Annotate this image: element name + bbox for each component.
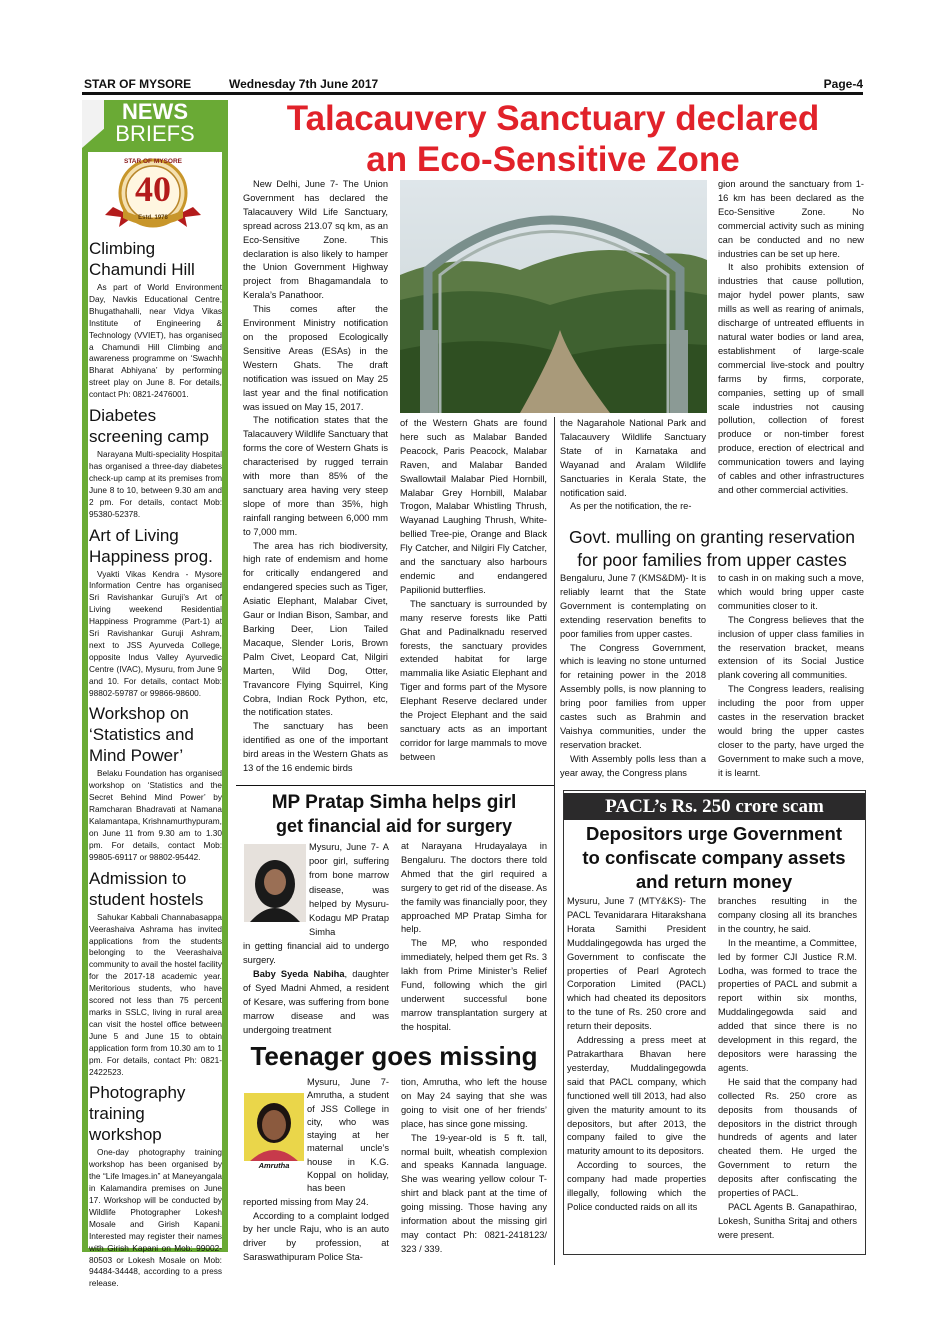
logo-ribbon: Estd. 1978 [138,215,168,221]
lead-column-2 [400,417,547,783]
paragraph: The MP, who responded immediately, helped them get Rs. 3 lakh from Prime Minister’s Relief Fund, following which the girl underwent successful bone marrow transplantation surgery at the hospital. [401,938,547,1032]
sanctuary-arch-photo [400,180,707,413]
lead-column-1 [243,178,388,782]
brief-body: Vyakti Vikas Kendra - Mysore Information Centre has organised Sri Ravishankar Guruji’s Art of Living weekend Residential Happiness Programme (Part-1) at Sri Ravishankar Guruji Ashram, next to JSS Ayurveda College, opposite Indus Valley Ayurvedic Centre (IVAC), Mysuru, from June 9 and 10. For details, contact Mob: 98802-59787 or 99866-98600. [89,568,222,698]
paragraph: The area has rich biodiversity, high rate of endemism and home for critically endangered and endangered species such as Tiger, Asiatic Elephant, Malabar Civet, Gaur or Indian Bison, Sambar, and Barking Deer, Lion Tailed Macaque, Slender Loris, Brown Palm Civet, Leopard Cat, Nilgiri Marten, Wild Dog, Otter, Travancore Flying Squirrel, King Cobra, Indian Rock Python, etc, the notification states. [243,540,388,718]
teenager-column-1 [243,1076,389,1266]
brief-body: Sahukar Kabbali Channabasappa Veerashaiva Ashrama has invited applications from the students belonging to the Veerashaiva community to avail the hostel facility for the 2017-18 academic year. Meritorious students, who have scored not less than 75 percent marks in SSLC, living in rural area can visit the hostel office between June 5 and June 15 to obtain application form from 10.30 am to 1 pm. For details, contact Ph: 0821-2422523. [89,911,222,1077]
brief-title: Art of Living Happiness prog. [89,525,213,566]
reservation-column-2 [718,572,864,782]
brief-body: Narayana Multi-speciality Hospital has organised a three-day diabetes check-up camp at its premises from June 8 to 10, between 9.30 am and 2 pm. For details, contact Mob: 95380-52378. [89,449,222,519]
teenager-column-2 [401,1076,547,1266]
paper-name: STAR OF MYSORE [84,77,192,91]
brief-title: Climbing Chamundi Hill [89,239,195,279]
bold-name: Baby Syeda Nabiha [253,969,345,980]
paragraph: gion around the sanctuary from 1-16 km has been declared as the Eco-Sensitive Zone. No commercial activity such as mining can be conducted and no new industries can be set up here. [718,179,864,259]
reservation-headline-line1: Govt. mulling on granting reservation [569,527,855,547]
paragraph: The Congress leaders, realising including the poor from upper castes in the reservation bracket would bring the upper castes closer to the party, have urged the Government to make such a move, it is learnt. [718,684,864,778]
paragraph: The Congress believes that the inclusion of upper class families in the reservation bracket, means extension of its Social Justice plank covering all communities. [718,614,864,681]
brief-body: One-day photography training workshop has been organised by the “Life Images.in” at Maneyangala in Kalamandira premises on June 17. Workshop will be conducted by Wildlife Photographer Lokesh Mosale and Girish Kapani. Interested may register their names with Girish Kapani on Mob: 99002-80503 or Lokesh Mosale on Mob: 94484-34448, according to a press release. [89,1147,222,1289]
lead-headline-line2: an Eco-Sensitive Zone [366,140,740,179]
teenager-headline: Teenager goes missing [250,1041,538,1071]
brief-item [89,868,222,1079]
paragraph-continued: , daughter of Syed Madni Ahmed, a resident of Kesare, was suffering from bone marrow disease and was undergoing treatment [243,969,389,1035]
paragraph: to cash in on making such a move, which would bring upper caste communities closer to it. [718,573,864,611]
pacl-headline-line1: Depositors urge Government [586,823,842,844]
brief-title: Photography training workshop [89,1083,186,1145]
pacl-column-2 [718,895,857,1255]
paragraph: The 19-year-old is 5 ft. tall, normal built, wheatish complexion and speaks Kannada language. She was wearing yellow colour T-shirt and black pant at the time of going missing. Those having any information about the missing girl may contact Ph: 0821-2418123/ 323 / 339. [401,1132,547,1254]
reservation-column-1 [560,572,706,782]
star-of-mysore-40-logo [103,155,203,235]
brief-title: Workshop on ‘Statistics and Mind Power’ [89,704,194,766]
paragraph: The sanctuary is surrounded by many reserve forests like Patti Ghat and Padinalknadu reserved forests, the sanctuary provides extended habitat for large mammalia like Asiatic Elephant and Tiger and forms part of the Mysore Elephant Reserve declared under the Project Elephant and the said sanctuary acts as an important corridor for large mammals to move between [400,598,547,762]
briefs-list [89,234,222,1289]
paragraph: The sanctuary has been identified as one of the important bird areas in the Western Ghats as 13 of the 16 endemic birds [243,721,388,774]
paragraph: reported missing from May 24. [243,1196,369,1207]
logo-number: 40 [135,169,171,209]
pratap-headline-line1: MP Pratap Simha helps girl [271,792,517,813]
paragraph: It also prohibits extension of industries that cause pollution, major hydel power plants, saw mills as well as rearing of animals, discharge of untreated effluents in natural water bodies or land area, establishment of large-scale commercial live-stock and poultry farms by firms, corporate, companies, setting up of small scale industries not causing pollution, collection of forest produce or non-timber forest produce, erection of electrical and communication towers and laying of cables and other infrastructures and other commercial activities. [718,262,864,495]
paragraph: of the Western Ghats are found here such as Malabar Banded Peacock, Paris Peacock, Malabar Raven, and Malabar Banded Swallowtail Malabar Pied Hornbill, Malabar Grey Hornbill, Malabar Trogon, Malabar Whistling Thrush, Wayanad Laughing Thrush, White-bellied Tree-pie, Orange and Black Fly Catcher, and Nilgiri Fly Catcher, and the sanctuary also harbours endemic and endangered Papilionid butterflies. [400,418,547,595]
paragraph: tion, Amrutha, who left the house on May 24 saying that she was going to visit one of her friends’ place, has since gone missing. [401,1077,547,1129]
paragraph: Bengaluru, June 7 (KMS&DM)- It is reliably learnt that the State Government is contemplating on extending reservation benefits to poor families from upper castes. [560,573,706,639]
page-number: Page-4 [823,77,863,91]
reservation-headline-line2: for poor families from upper castes [577,550,847,570]
paragraph: in getting financial aid to undergo surgery. [243,941,389,966]
paragraph: New Delhi, June 7- The Union Government has declared the Talacauvery Wild Life Sanctuary, spread across 213.07 sq km, as an Eco-Sensitive Zone. This declaration is also likely to hamper the Union Government Highway project from Bhagamandala to Kerala’s Panathoor. [243,179,388,301]
pratap-column-1 [243,840,389,1040]
pacl-headline-line3: and return money [635,871,793,892]
paragraph: branches resulting in the company closing all its branches in the country, he said. [718,896,857,934]
lead-column-3 [560,417,706,517]
brief-item [89,1082,222,1290]
brief-item [89,525,222,700]
briefs-title: BRIEFS [115,121,195,146]
paragraph: the Nagarahole National Park and Talacauvery Wildlife Sanctuary State of in Karnataka and Wayanad and Aralam Wildlife Sanctuaries in Kerala State, the notification said. [560,418,706,498]
paragraph: The notification states that the Talacauvery Wildlife Sanctuary that forms the core of Western Ghats is characterised by rugged terrain with more than 85% of the sanctuary area having very steep slope of more than 35%, high rainfall ranging between 6,000 mm to 7,000 mm. [243,415,388,537]
photo-caption: Amrutha [244,1161,304,1171]
issue-date: Wednesday 7th June 2017 [229,77,379,91]
section-divider [236,785,554,786]
brief-item [89,238,222,401]
brief-title: Diabetes screening camp [89,406,210,447]
brief-item [89,405,222,520]
paragraph: PACL Agents B. Ganapathirao, Lokesh, Sunitha Sritaj and others were present. [718,1201,857,1240]
paragraph: According to a complaint lodged by her uncle Raju, who is an auto driver by profession, at Saraswathipuram Police Sta- [243,1210,389,1263]
column-divider [554,417,555,1265]
paragraph: He said that the company had collected Rs. 250 crore as deposits from thousands of depositors in the district through hundreds of agents and later cheated them. He urged the Government to return the deposits after confiscating the properties of PACL. [718,1076,857,1199]
pacl-column-1 [567,895,706,1255]
pacl-banner: PACL’s Rs. 250 crore scam [563,793,866,820]
brief-item [89,703,222,863]
pratap-column-2 [401,840,547,1040]
paragraph: Mysuru, June 7- Amrutha, a student of JSS College in city, who was staying at her maternal uncle’s house in K.G. Koppal on holiday, has been [307,1077,389,1194]
paragraph: In the meantime, a Committee, led by former CJI Justice R.M. Lodha, was formed to trace the properties of PACL and submit a report within six months, Muddalingegowda said and added that since there is no development in this regard, the depositors were harassing the agents. [718,937,857,1073]
paragraph: Addressing a press meet at Patrakarthara Bhavan here yesterday, Muddalingegowda said that PACL company, which functioned well till 2013, had also given the maturity amount to its depositors, but after 2013, the company failed to give the maturity amount to its depositors. [567,1035,706,1157]
logo-paper-name: STAR OF MYSORE [123,158,183,165]
brief-title: Admission to student hostels [89,868,204,909]
paragraph: at Narayana Hrudayalaya in Bengaluru. The doctors there told Ahmed that the girl required a surgery to get rid of the disease. As the family was financially poor, they approached MP Pratap Simha for help. [401,841,547,935]
header-rule [82,92,863,95]
pratap-headline-line2: get financial aid for surgery [275,816,513,836]
lead-headline-line1: Talacauvery Sanctuary declared [286,99,820,138]
pacl-headline-line2: to confiscate company assets [582,847,846,868]
lead-column-4 [718,178,864,518]
paragraph: With Assembly polls less than a year away, the Congress plans [560,753,706,778]
paragraph: This comes after the Environment Ministry notification on the proposed Ecologically Sensitive Areas (ESAs) in the Western Ghats. The draft notification was issued on May 25 last year and the final notification was issued on May 15, 2017. [243,304,388,412]
paragraph: The Congress Government, which is leaving no stone unturned for retaining power in the 2018 Assembly polls, is now planning to bring poor families from upper castes such as Brahmin and Vaishya communities, under the reservation bracket. [560,642,706,750]
brief-body: As part of World Environment Day, Navkis Educational Centre, Bhugathahalli, near Vidya Vikas Institute of Engineering & Technology (VVIET), has organised a Chamundi Hill Climbing and awareness programme on ‘Swachh Bharat Abhiyana’ by performing street play on June 8. For details, contact Ph: 0821-2476001. [89,282,222,400]
paragraph: As per the notification, the re- [570,501,692,512]
brief-body: Belaku Foundation has organised workshop on ‘Statistics and the Secret Behind Mind Power’ by Ramcharan Bhadravati at Namana Kalamantapa, Krishnamurthypuram, on June 11 from 9.30 am to 1.30 pm. For details, contact Mob: 99805-69117 or 98802-95442. [89,768,222,862]
paragraph: According to sources, the company had made properties illegally, following which the Police conducted raids on all its [567,1160,706,1212]
news-title: NEWS [122,99,188,124]
paragraph: Mysuru, June 7- A poor girl, suffering from bone marrow disease, was helped by Mysuru-Kodagu MP Pratap Simha [309,842,389,938]
paragraph: Mysuru, June 7 (MTY&KS)- The PACL Tevanidarara Hitarakshana Horata Samithi President Muddalingegowda has urged the Government to confiscate the properties of Pearl Agrotech Corporation Limited (PACL) which had cheated its depositors to the tune of Rs. 250 crore and return their deposits. [567,896,706,1032]
